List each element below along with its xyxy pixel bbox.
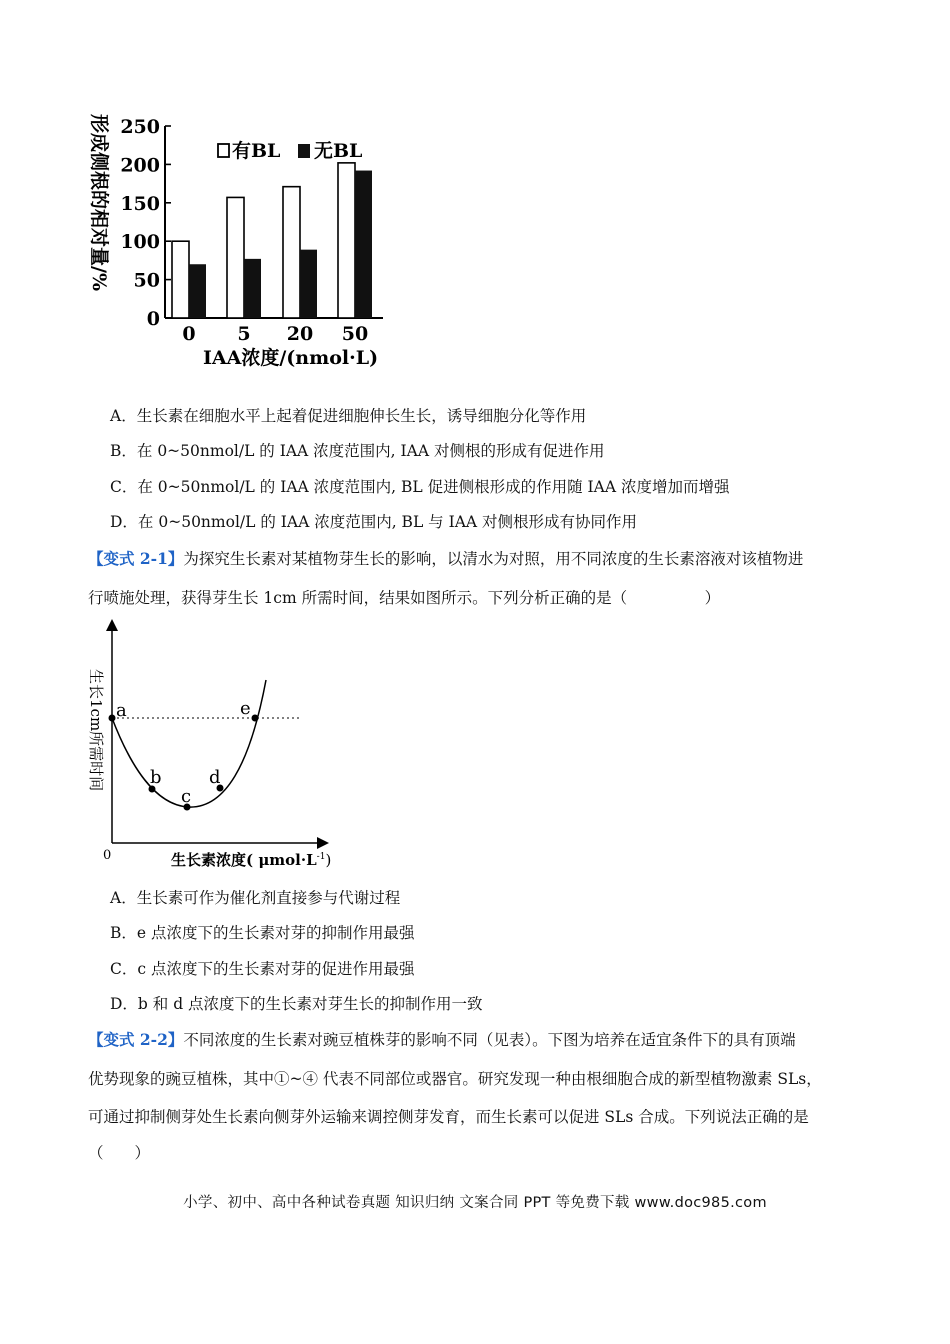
option-c-1: C．在 0~50nmol/L 的 IAA 浓度范围内, BL 促进侧根形成的作用随 IAA 浓度增加而增强 <box>110 478 730 496</box>
x-category-label: 0 <box>182 323 196 345</box>
option-b-2: B．e 点浓度下的生长素对芽的抑制作用最强 <box>110 924 415 942</box>
bar-with-bl <box>338 163 355 318</box>
question-2-2-line1: 【变式 2-2】不同浓度的生长素对豌豆植株芽的影响不同（见表）。下图为培养在适宜条件下的具有顶端 <box>88 1030 796 1049</box>
bar-with-bl <box>172 241 189 318</box>
question-2-2-line2: 优势现象的豌豆植株，其中①~④ 代表不同部位或器官。研究发现一种由根细胞合成的新型植物激素 SLs， <box>88 1070 822 1088</box>
y-tick-label: 0 <box>146 308 160 330</box>
bar-without-bl <box>300 250 317 318</box>
point-label-e: e <box>240 698 251 719</box>
point-a <box>109 715 116 722</box>
y-tick-label: 250 <box>120 116 160 138</box>
question-2-1-tag: 【变式 2-1】 <box>88 549 184 568</box>
option-d-2: D．b 和 d 点浓度下的生长素对芽生长的抑制作用一致 <box>110 995 483 1013</box>
point-label-c: c <box>181 786 192 807</box>
bar-chart-y-label: 形成侧根的相对量/% <box>88 114 110 291</box>
y-tick-label: 50 <box>133 269 160 292</box>
curve-chart <box>85 615 345 875</box>
bar-without-bl <box>355 171 372 318</box>
legend-label-without-bl: 无BL <box>314 140 363 162</box>
point-label-a: a <box>116 700 127 721</box>
legend-filled-swatch <box>298 144 310 158</box>
bar-chart-x-label: IAA浓度/(nmol·L) <box>203 347 379 369</box>
question-2-1-line1: 【变式 2-1】为探究生长素对某植物芽生长的影响，以清水为对照，用不同浓度的生长素溶液对该植物进 <box>88 549 804 568</box>
bar-without-bl <box>244 259 261 318</box>
option-a-1: A．生长素在细胞水平上起着促进细胞伸长生长，诱导细胞分化等作用 <box>110 407 587 425</box>
question-2-2-line4: （ ） <box>88 1144 151 1162</box>
x-category-label: 20 <box>286 323 314 345</box>
bar-with-bl <box>283 187 300 318</box>
origin-label: 0 <box>103 848 112 863</box>
option-b-1: B．在 0~50nmol/L 的 IAA 浓度范围内, IAA 对侧根的形成有促进作用 <box>110 442 605 460</box>
point-label-b: b <box>150 767 162 788</box>
x-category-label: 5 <box>237 323 251 345</box>
bar-chart <box>85 110 405 370</box>
legend-hollow-swatch <box>218 144 229 157</box>
option-d-1: D．在 0~50nmol/L 的 IAA 浓度范围内, BL 与 IAA 对侧根形成有协同作用 <box>110 513 638 531</box>
option-a-2: A．生长素可作为催化剂直接参与代谢过程 <box>110 889 401 907</box>
y-tick-label: 150 <box>120 192 160 215</box>
page-footer: 小学、初中、高中各种试卷真题 知识归纳 文案合同 PPT 等免费下载 www.doc985.com <box>183 1195 767 1211</box>
point-label-d: d <box>209 767 221 788</box>
y-tick-label: 100 <box>120 231 160 254</box>
x-category-label: 50 <box>341 323 369 345</box>
curve-chart-y-label: 生长1cm所需时间 <box>87 669 105 792</box>
question-2-1-line2: 行喷施处理，获得芽生长 1cm 所需时间，结果如图所示。下列分析正确的是（ ） <box>88 589 721 607</box>
question-2-2-line3: 可通过抑制侧芽处生长素向侧芽外运输来调控侧芽发育，而生长素可以促进 SLs 合成。下列说法正确的是 <box>88 1108 809 1126</box>
curve-chart-x-label: 生长素浓度( $\mu mol\cdot L^{-1}$) <box>171 851 332 869</box>
bar-without-bl <box>189 264 206 318</box>
question-2-2-tag: 【变式 2-2】 <box>88 1030 184 1049</box>
y-tick-label: 200 <box>120 154 160 177</box>
bar-with-bl <box>227 197 244 318</box>
legend-label-with-bl: 有BL <box>232 140 281 162</box>
option-c-2: C．c 点浓度下的生长素对芽的促进作用最强 <box>110 960 415 978</box>
point-e <box>252 715 259 722</box>
